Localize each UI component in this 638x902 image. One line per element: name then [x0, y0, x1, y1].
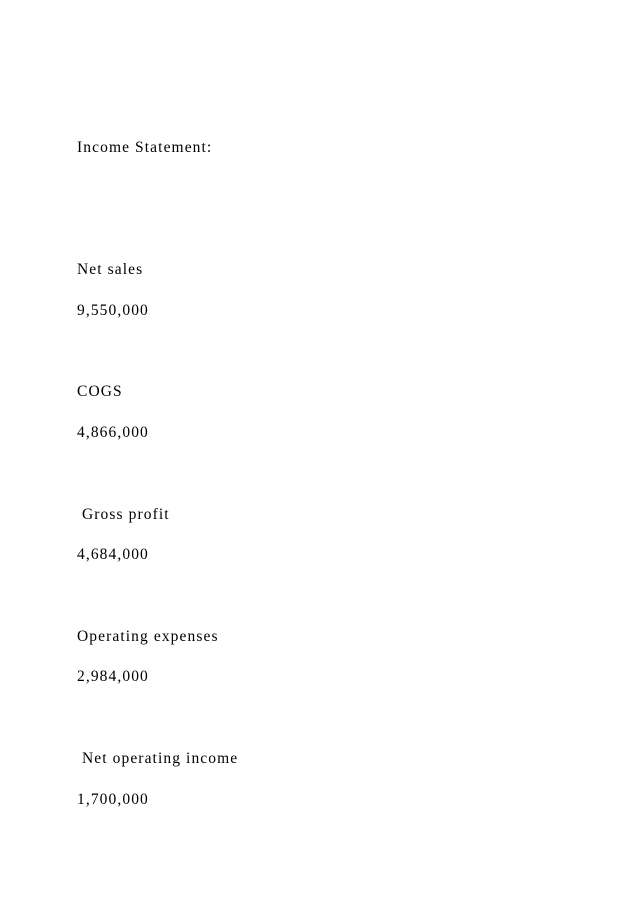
net-sales-label: Net sales	[77, 261, 144, 278]
net-sales-value: 9,550,000	[77, 302, 149, 319]
operating-expenses-value: 2,984,000	[77, 668, 149, 685]
gross-profit-value: 4,684,000	[77, 546, 149, 563]
operating-expenses-label: Operating expenses	[77, 628, 219, 645]
cogs-value: 4,866,000	[77, 424, 149, 441]
net-operating-income-label: Net operating income	[77, 750, 239, 767]
page-title: Income Statement:	[77, 139, 213, 156]
cogs-label: COGS	[77, 383, 123, 400]
gross-profit-label: Gross profit	[77, 506, 170, 523]
net-operating-income-value: 1,700,000	[77, 791, 149, 808]
